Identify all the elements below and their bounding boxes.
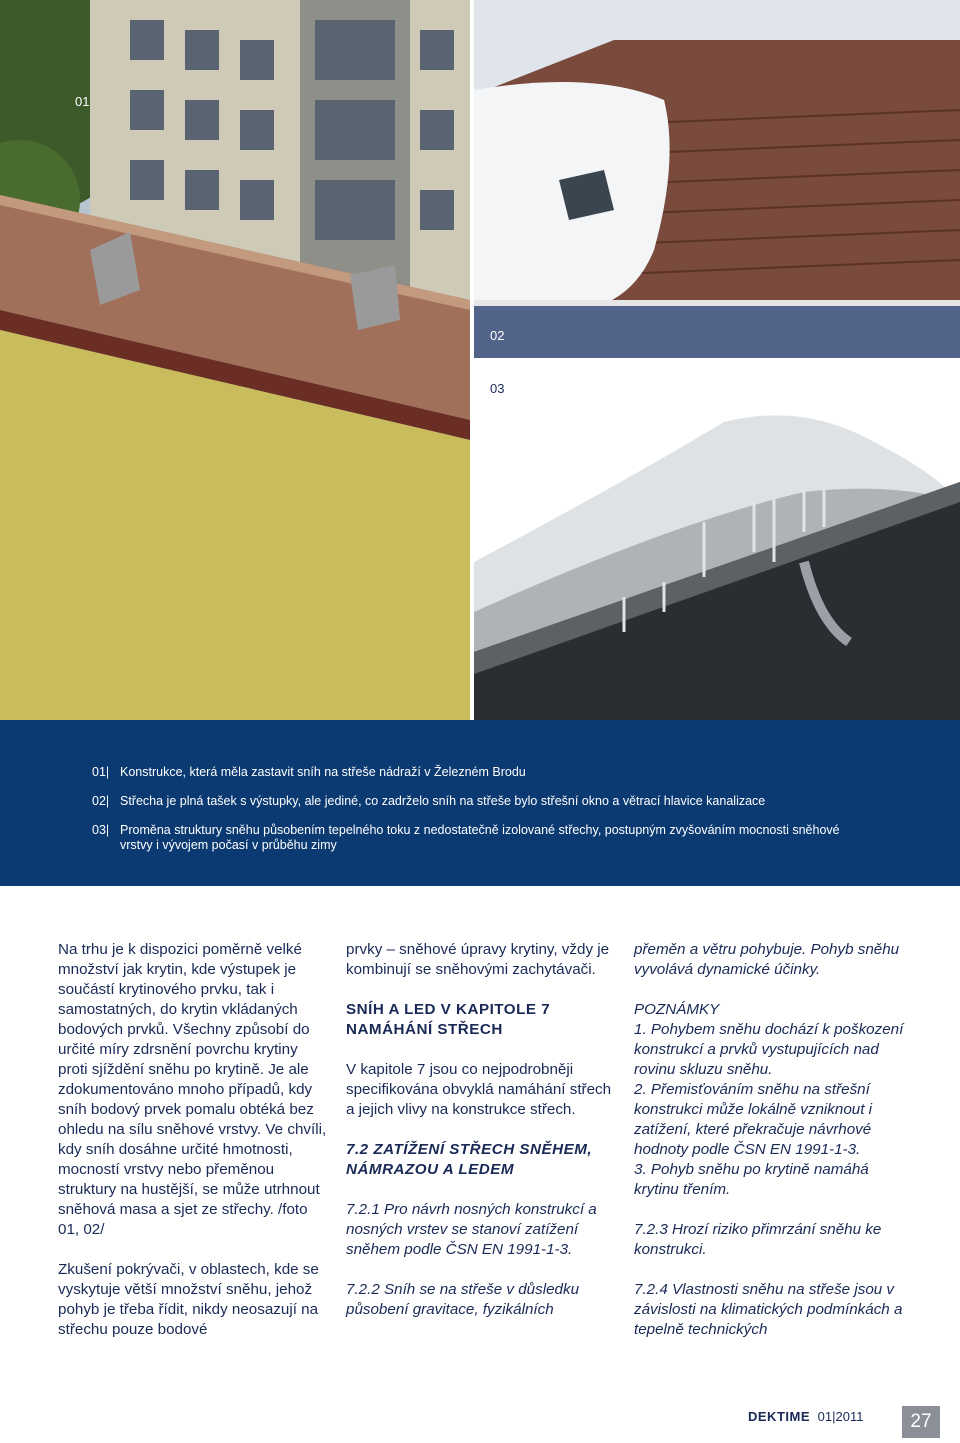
paragraph: přeměn a větru pohybuje. Pohyb sněhu vyvolává dynamické účinky. [634,941,900,978]
photo-03-label: 03 [490,381,505,396]
photo-02 [474,0,960,358]
issue-year: 2011 [835,1409,864,1424]
note-item: 2. Přemisťováním sněhu na střešní konstrukci může lokálně vzniknout i zatížení, které překračuje návrhové hodnoty podle ČSN EN 1991-1-3. [634,1081,873,1158]
text-column-2 [346,940,616,1320]
caption-number: 02| [92,794,110,808]
note-item: 3. Pohyb sněhu po krytině namáhá krytinu třením. [634,1161,869,1198]
notes-title: POZNÁMKY [634,1001,720,1018]
issue-number: 01 [817,1409,833,1424]
footer-brand [748,1409,863,1424]
paragraph: Na trhu je k dispozici poměrně velké množství jak krytin, kde výstupek je součástí krytinového prvku, tak i samostatných, do krytin vkládaných bodových prvků. Všechny způsobí do určité míry zdrsnění povrchu krytiny proti sjíždění sněhu po krytině. Je ale zdokumentováno mnoho případů, kdy sníh bodový prvek pomalu obtéká bez ohledu na sílu sněhové vrstvy. Ve chvíli, kdy sníh dosáhne určité hmotnosti, mocností vrstvy nebo přeměnou struktury na hustější, se může utrhnout sněhová masa a sjet ze střechy. /foto 01, 02/ [58,941,327,1238]
caption-text-line1: Proměna struktury sněhu působením tepelného toku z nedostatečně izolované střechy, postupným zvyšováním mocnosti sněhové [120,823,840,837]
caption-number: 01| [92,765,110,779]
section-heading: SNÍH A LED V KAPITOLE 7 NAMÁHÁNÍ STŘECH [346,1001,551,1038]
caption-text: Střecha je plná tašek s výstupky, ale jediné, co zadrželo sníh na střeše bylo střešní okno a větrací hlavice kanalizace [120,794,766,808]
photo-03-image [474,362,960,720]
paragraph: prvky – sněhové úpravy krytiny, vždy je kombinují se sněhovými zachytávači. [346,941,610,978]
brand-name: DEKTIME [748,1409,810,1424]
paragraph: Zkušení pokrývači, v oblastech, kde se vyskytuje větší množství sněhu, jehož pohyb je třeba řídit, nikdy neosazují na střechu pouze bodové [58,1261,319,1338]
note-item: 1. Pohybem sněhu dochází k poškození konstrukcí a prvků vystupujících nad rovinu skluzu sněhu. [634,1021,904,1078]
paragraph: 7.2.3 Hrozí riziko přimrzání sněhu ke konstrukci. [634,1221,882,1258]
caption-01 [92,765,526,780]
separator: | [832,1409,836,1424]
subsection-heading: 7.2 ZATÍŽENÍ STŘECH SNĚHEM, NÁMRAZOU A LEDEM [346,1141,593,1178]
photo-01-label: 01 [75,94,90,109]
paragraph: 7.2.1 Pro návrh nosných konstrukcí a nosných vrstev se stanoví zatížení sněhem podle ČSN EN 1991-1-3. [346,1201,597,1258]
caption-text [120,823,840,853]
photo-01 [0,0,470,720]
paragraph: 7.2.2 Sníh se na střeše v důsledku působení gravitace, fyzikálních [346,1281,580,1318]
caption-number: 03| [92,823,110,837]
paragraph: V kapitole 7 jsou co nejpodrobněji specifikována obvyklá namáhání střech a jejich vlivy na konstrukce střech. [346,1061,612,1118]
caption-03 [92,823,840,853]
caption-02 [92,794,765,809]
caption-text: Konstrukce, která měla zastavit sníh na střeše nádraží v Železném Brodu [120,765,526,779]
photo-02-image [474,0,960,358]
page-number: 27 [902,1406,940,1438]
photo-01-image [0,0,470,720]
text-column-3 [634,940,904,1340]
caption-text-line2: vrstvy i vývojem počasí v průběhu zimy [120,838,337,852]
photo-02-label: 02 [490,328,505,343]
paragraph: 7.2.4 Vlastnosti sněhu na střeše jsou v závislosti na klimatických podmínkách a tepelně technických [634,1281,903,1338]
photo-03 [474,362,960,720]
text-column-1 [58,940,328,1340]
